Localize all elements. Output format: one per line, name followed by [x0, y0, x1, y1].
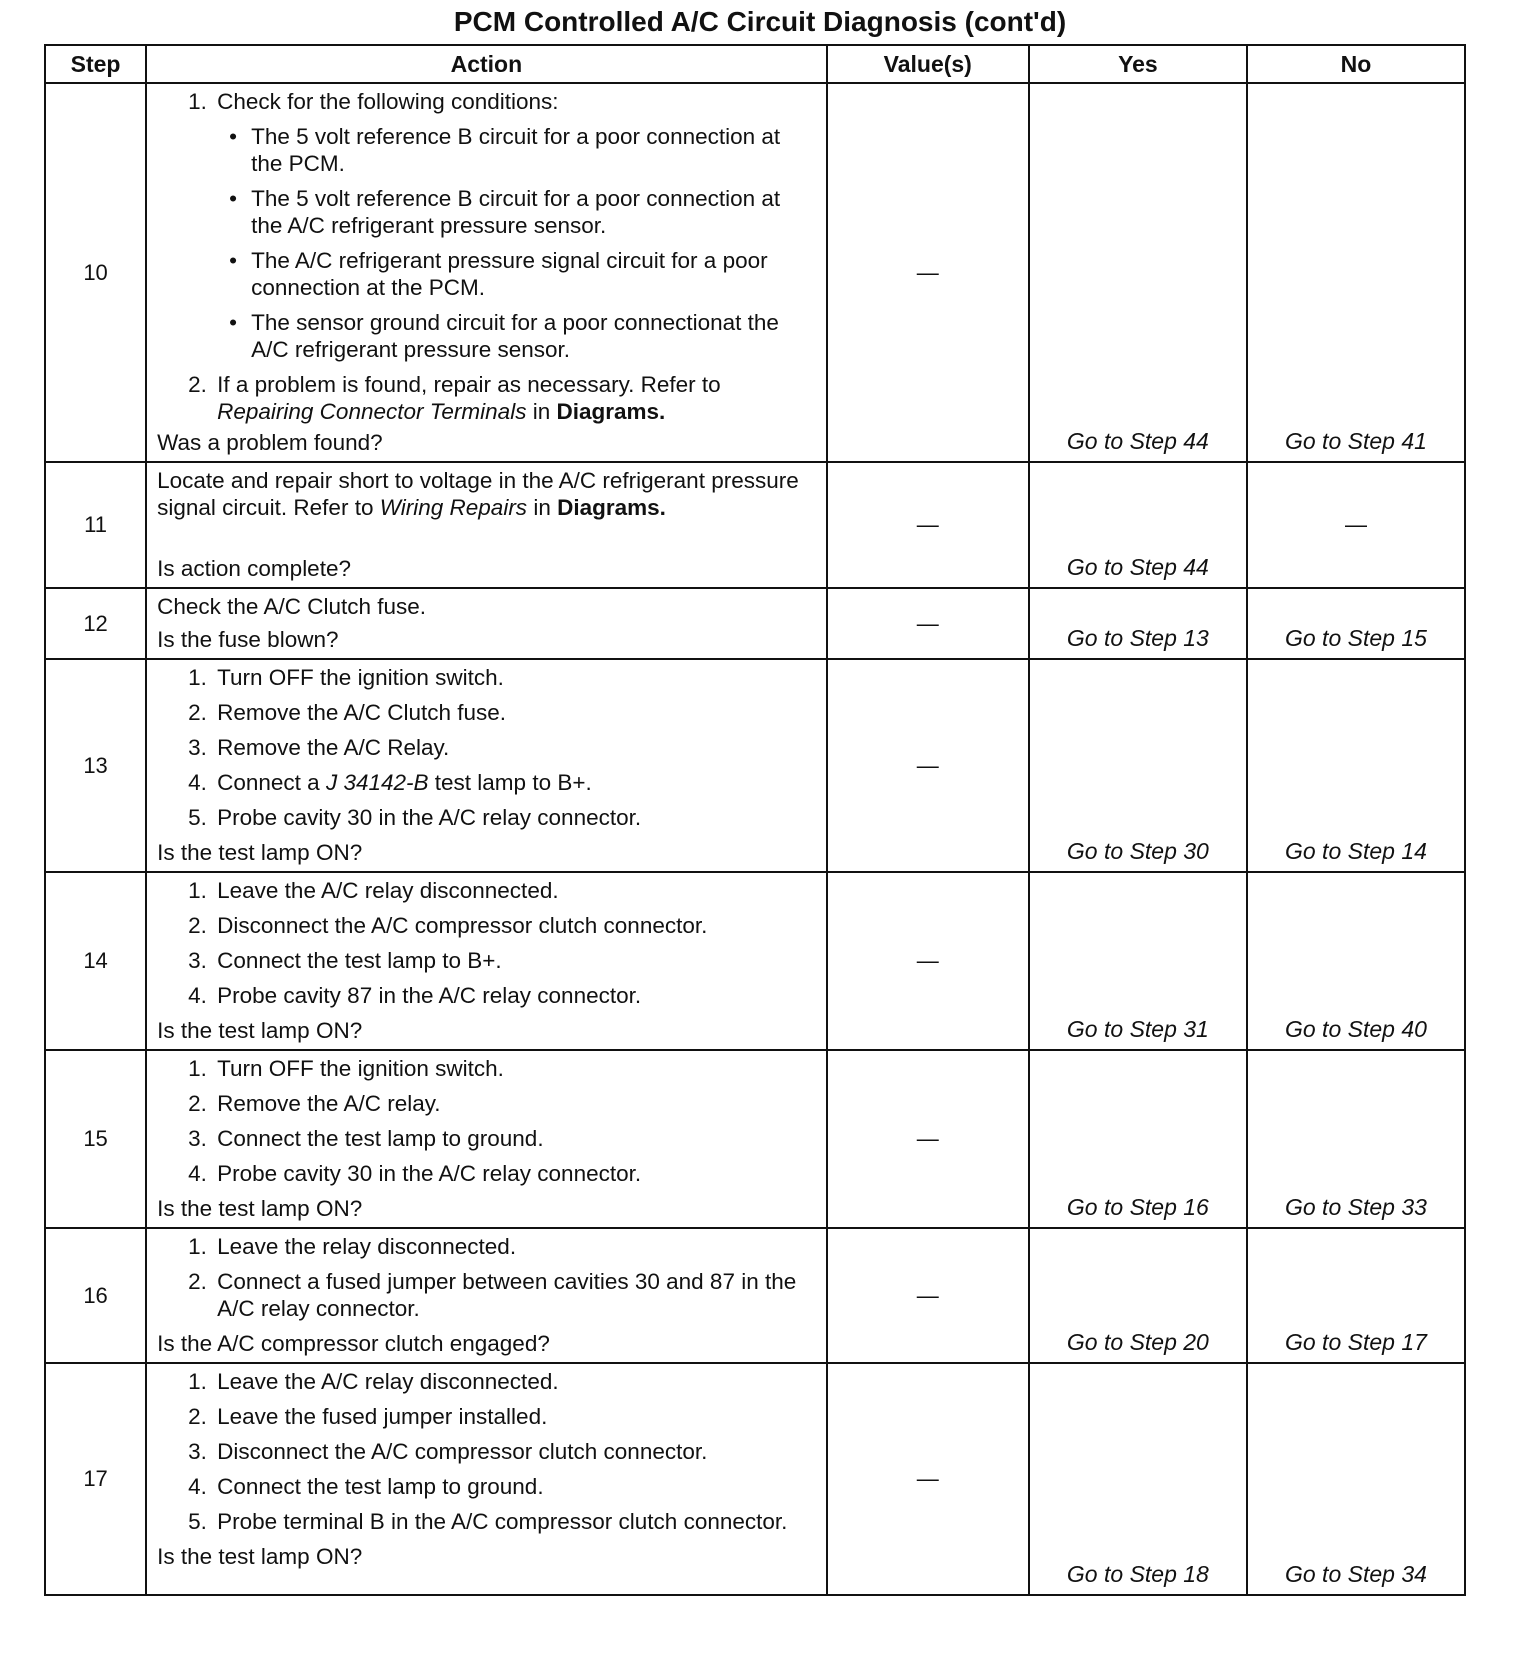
- list-item: 1. Check for the following conditions: • The 5 volt reference B circuit for a poor connection at the PCM. • The 5 volt reference B circuit for a poor connection at the A/C refrigerant pressure sensor. • The A/C refrigerant pressure signal circuit for a poor connection at the PCM. • The sensor ground circuit for a poor connectionat the A/C refrigerant pressure sensor.: [213, 88, 818, 363]
- action-text: Check the A/C Clutch fuse.: [157, 594, 427, 619]
- question-text: Was a problem found?: [157, 430, 383, 455]
- question-text: Is the test lamp ON?: [157, 840, 363, 865]
- table-row: [45, 83, 1465, 462]
- list-item: 1. Turn OFF the ignition switch.: [213, 664, 818, 691]
- value-cell: —: [827, 872, 1029, 1050]
- header-no: No: [1247, 45, 1465, 83]
- yes-link[interactable]: Go to Step 20: [1029, 1228, 1247, 1363]
- list-item: 1. Leave the A/C relay disconnected.: [213, 877, 818, 904]
- list-item: 3. Disconnect the A/C compressor clutch connector.: [213, 1438, 818, 1465]
- bullet-item: • The 5 volt reference B circuit for a poor connection at the PCM.: [251, 123, 818, 177]
- table-row: [45, 872, 1465, 1050]
- table-row: [45, 462, 1465, 588]
- action-cell: [146, 462, 827, 588]
- bullet-item: • The A/C refrigerant pressure signal circuit for a poor connection at the PCM.: [251, 247, 818, 301]
- yes-link[interactable]: Go to Step 18: [1029, 1363, 1247, 1595]
- page-title: PCM Controlled A/C Circuit Diagnosis (cont'd): [453, 6, 1067, 37]
- no-link[interactable]: Go to Step 41: [1247, 83, 1465, 462]
- table-row: [45, 588, 1465, 659]
- list-item: 3. Remove the A/C Relay.: [213, 734, 818, 761]
- question-text: Is the test lamp ON?: [157, 1196, 363, 1221]
- step-number: 16: [45, 1228, 146, 1363]
- value-cell: —: [827, 83, 1029, 462]
- action-cell: [146, 659, 827, 872]
- yes-link[interactable]: Go to Step 16: [1029, 1050, 1247, 1228]
- list-item: 3. Connect the test lamp to ground.: [213, 1125, 818, 1152]
- bullet-item: • The sensor ground circuit for a poor connectionat the A/C refrigerant pressure sensor.: [251, 309, 818, 363]
- question-text: Is the fuse blown?: [157, 627, 339, 652]
- yes-link[interactable]: Go to Step 44: [1029, 462, 1247, 588]
- question-text: Is the test lamp ON?: [157, 1544, 363, 1569]
- value-cell: —: [827, 1363, 1029, 1595]
- no-link[interactable]: Go to Step 15: [1247, 588, 1465, 659]
- value-cell: —: [827, 659, 1029, 872]
- list-item: 4. Connect the test lamp to ground.: [213, 1473, 818, 1500]
- value-cell: —: [827, 1050, 1029, 1228]
- list-item: 1. Leave the relay disconnected.: [213, 1233, 818, 1260]
- value-cell: —: [827, 588, 1029, 659]
- table-header-row: [45, 45, 1465, 83]
- diagnosis-table: [44, 44, 1466, 1596]
- question-text: Is action complete?: [157, 556, 351, 581]
- no-link[interactable]: Go to Step 40: [1247, 872, 1465, 1050]
- list-item: 2. Leave the fused jumper installed.: [213, 1403, 818, 1430]
- no-link[interactable]: Go to Step 17: [1247, 1228, 1465, 1363]
- value-cell: —: [827, 1228, 1029, 1363]
- table-row: [45, 1363, 1465, 1595]
- yes-link[interactable]: Go to Step 31: [1029, 872, 1247, 1050]
- table-row: [45, 659, 1465, 872]
- list-item: 2. Remove the A/C Clutch fuse.: [213, 699, 818, 726]
- yes-link[interactable]: Go to Step 30: [1029, 659, 1247, 872]
- action-cell: [146, 588, 827, 659]
- value-cell: —: [827, 462, 1029, 588]
- table-row: [45, 1050, 1465, 1228]
- header-step: Step: [45, 45, 146, 83]
- list-item: 1. Turn OFF the ignition switch.: [213, 1055, 818, 1082]
- list-item: 4. Probe cavity 30 in the A/C relay connector.: [213, 1160, 818, 1187]
- action-cell: [146, 872, 827, 1050]
- step-number: 13: [45, 659, 146, 872]
- list-item: 2. Connect a fused jumper between cavities 30 and 87 in the A/C relay connector.: [213, 1268, 818, 1322]
- list-item: 1. Leave the A/C relay disconnected.: [213, 1368, 818, 1395]
- step-number: 12: [45, 588, 146, 659]
- action-cell: [146, 1228, 827, 1363]
- list-item: 2. Remove the A/C relay.: [213, 1090, 818, 1117]
- action-cell: [146, 1050, 827, 1228]
- header-action: Action: [146, 45, 827, 83]
- list-item: 5. Probe terminal B in the A/C compressor clutch connector.: [213, 1508, 818, 1535]
- step-number: 15: [45, 1050, 146, 1228]
- action-cell: [146, 83, 827, 462]
- list-item: 5. Probe cavity 30 in the A/C relay connector.: [213, 804, 818, 831]
- action-text: Locate and repair short to voltage in the A/C refrigerant pressure signal circuit. Refer to Wiring Repairs in Diagrams.: [157, 468, 799, 520]
- yes-link[interactable]: Go to Step 13: [1029, 588, 1247, 659]
- no-cell: —: [1247, 462, 1465, 588]
- list-item: 2. Disconnect the A/C compressor clutch connector.: [213, 912, 818, 939]
- table-row: [45, 1228, 1465, 1363]
- list-item: 4. Probe cavity 87 in the A/C relay connector.: [213, 982, 818, 1009]
- action-cell: [146, 1363, 827, 1595]
- step-number: 10: [45, 83, 146, 462]
- header-yes: Yes: [1029, 45, 1247, 83]
- header-values: Value(s): [827, 45, 1029, 83]
- list-item: 2. If a problem is found, repair as necessary. Refer to Repairing Connector Terminals in Diagrams.: [213, 371, 818, 425]
- step-number: 14: [45, 872, 146, 1050]
- step-number: 11: [45, 462, 146, 588]
- list-item: 3. Connect the test lamp to B+.: [213, 947, 818, 974]
- list-item: 4. Connect a J 34142-B test lamp to B+.: [213, 769, 818, 796]
- yes-link[interactable]: Go to Step 44: [1029, 83, 1247, 462]
- no-link[interactable]: Go to Step 33: [1247, 1050, 1465, 1228]
- question-text: Is the test lamp ON?: [157, 1018, 363, 1043]
- no-link[interactable]: Go to Step 34: [1247, 1363, 1465, 1595]
- no-link[interactable]: Go to Step 14: [1247, 659, 1465, 872]
- step-number: 17: [45, 1363, 146, 1595]
- bullet-item: • The 5 volt reference B circuit for a poor connection at the A/C refrigerant pressure sensor.: [251, 185, 818, 239]
- question-text: Is the A/C compressor clutch engaged?: [157, 1331, 550, 1356]
